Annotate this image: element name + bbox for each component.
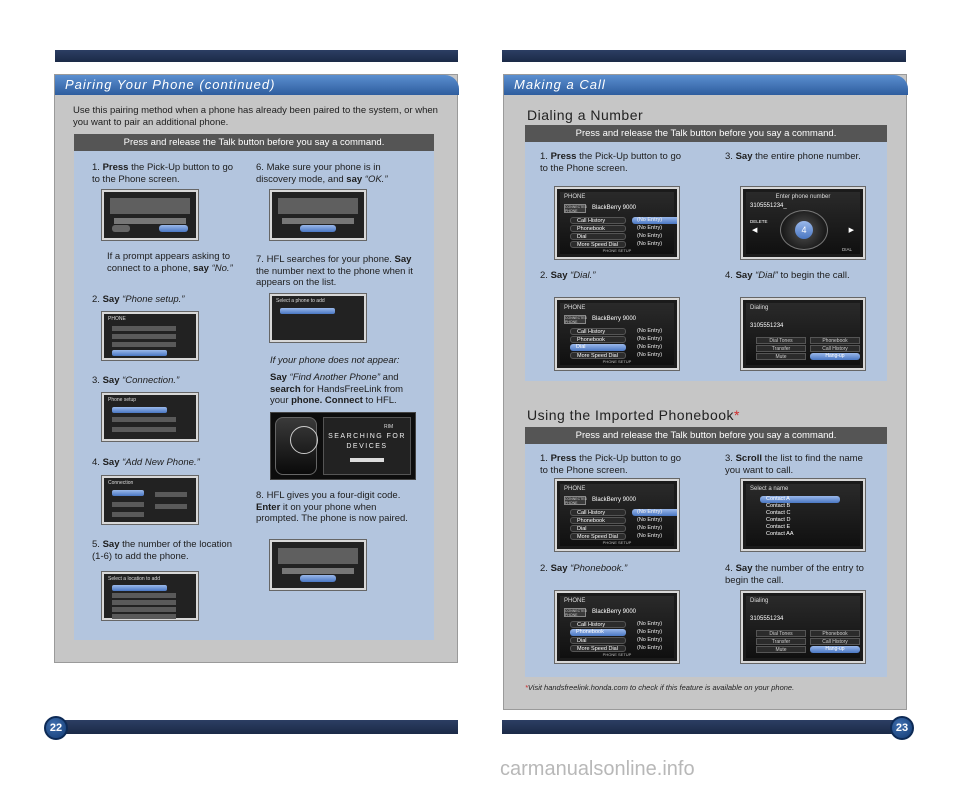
left-arrow-icon: ◀ [752,227,758,234]
page-number-right: 23 [890,716,914,740]
contact-row: Contact C [766,510,791,516]
screen-phone-menu-2: PHONE CONNECTED PHONE BlackBerry 9000 Call History Phonebook Dial More Speed Dial (No Entry) (No Entry) (No Entry) (No Entry) PHONE SETUP [555,298,679,370]
screen-phone-menu-1: PHONE CONNECTED PHONE BlackBerry 9000 Call History Phonebook Dial More Speed Dial (No Entry) (No Entry) (No Entry) (No Entry) PHONE SETUP [555,187,679,259]
phonebook-subpanel [525,427,887,677]
top-bar-right [502,50,906,62]
dialing-subpanel [525,125,887,381]
phonebook-step-1: 1. Press the Pick-Up button to go to the Phone screen. [540,453,682,476]
step-3: 3. Say “Connection.” [92,375,180,386]
instruction-bar: Press and release the Talk button before you say a command. [74,134,434,151]
not-appear-heading: If your phone does not appear: [270,355,400,366]
right-panel [503,74,907,710]
dialing-title: Dialing a Number [527,107,644,123]
screen-discovery-ok [270,190,366,240]
screen-connection: Connection [102,476,198,524]
right-arrow-icon: ▶ [848,227,854,234]
intro-text: Use this pairing method when a phone has already been paired to the system, or when you want to pair an additional phone. [73,105,438,128]
dial-step-2: 2. Say “Dial.” [540,270,596,281]
screen-phone-menu-3: PHONE CONNECTED PHONE BlackBerry 9000 Call History Phonebook Dial More Speed Dial (No Entry) (No Entry) (No Entry) (No Entry) PHONE SETUP [555,479,679,551]
screen-select-location: Select a location to add [102,572,198,620]
right-panel-header: Making a Call [504,75,908,95]
instruction-bar-dialing: Press and release the Talk button before you say a command. [525,125,887,142]
delete-key: DELETE [750,219,768,224]
screen-enter-number: Enter phone number 3105551234_ DELETE ◀ ▶ 4 DIAL [741,187,865,259]
step-1: 1. Press the Pick-Up button to go to the Phone screen. [92,162,234,185]
contact-row: Contact B [766,503,791,509]
dial-key: DIAL [841,247,852,252]
phone-device-image [275,417,317,475]
not-appear-body: Say “Find Another Phone” and search for HandsFreeLink from your phone. Connect to HFL. [270,372,404,406]
instruction-bar-phonebook: Press and release the Talk button before you say a command. [525,427,887,444]
entered-number: 3105551234_ [750,203,787,209]
bottom-bar-right [502,720,906,734]
watermark: carmanualsonline.info [500,758,695,780]
step-4: 4. Say “Add New Phone.” [92,457,200,468]
step-2: 2. Say “Phone setup.” [92,294,185,305]
phonebook-step-3: 3. Scroll the list to find the name you want to call. [725,453,863,476]
phonebook-step-2: 2. Say “Phonebook.” [540,563,628,574]
screen-dialing-2: Dialing 3105551234 Dial Tones Phonebook Transfer Call History Mute Hang-up [741,591,865,663]
screen-phone-setup-menu: Phone setup [102,393,198,441]
step-5: 5. Say the number of the location (1-6) to add the phone. [92,539,232,562]
left-subpanel [74,134,434,640]
dial-step-3: 3. Say the entire phone number. [725,151,861,162]
screen-select-phone: Select a phone to add [270,294,366,342]
keypad-dial-icon [780,210,828,250]
screen-searching-devices: RIM SEARCHING FOR DEVICES [270,412,416,480]
phonebook-title: Using the Imported Phonebook* [527,407,740,423]
screen-dialing-1: Dialing 3105551234 Dial Tones Phonebook Transfer Call History Mute Hang-up [741,298,865,370]
dial-step-4: 4. Say “Dial” to begin the call. [725,270,850,281]
dial-step-1: 1. Press the Pick-Up button to go to the Phone screen. [540,151,682,174]
dialing-number-2: 3105551234 [750,616,784,622]
bottom-bar-left [55,720,458,734]
phonebook-step-4: 4. Say the number of the entry to begin the call. [725,563,864,586]
step-8: 8. HFL gives you a four-digit code. Enter it on your phone when prompted. The phone is now paired. [256,490,408,524]
step-7: 7. HFL searches for your phone. Say the number next to the phone when it appears on the list. [256,254,413,288]
step-1-note: If a prompt appears asking to connect to a phone, say “No.” [107,251,233,274]
screen-phone-setup: PHONE [102,312,198,360]
screen-phone-menu-4: PHONE CONNECTED PHONE BlackBerry 9000 Call History Phonebook Dial More Speed Dial (No Entry) (No Entry) (No Entry) (No Entry) PHONE SETUP [555,591,679,663]
screen-pairing-code [270,540,366,590]
screen-connect-prompt [102,190,198,240]
left-panel [54,74,458,663]
step-6: 6. Make sure your phone is in discovery mode, and say “OK.” [256,162,388,185]
top-bar-left [55,50,458,62]
keypad-center-key-icon: 4 [795,221,813,239]
footnote: *Visit handsfreelink.honda.com to check if this feature is available on your phone. [525,683,795,692]
dialing-number: 3105551234 [750,323,784,329]
screen-select-name: Select a name Contact A Contact B Contact C Contact D Contact E Contact AA [741,479,865,551]
contact-row: Contact D [766,517,791,523]
searching-text: SEARCHING FOR DEVICES [328,433,406,450]
contact-row: Contact AA [766,531,794,537]
left-panel-header: Pairing Your Phone (continued) [55,75,459,95]
page-number-left: 22 [44,716,68,740]
contact-row: Contact A [760,496,840,503]
contact-row: Contact E [766,524,791,530]
